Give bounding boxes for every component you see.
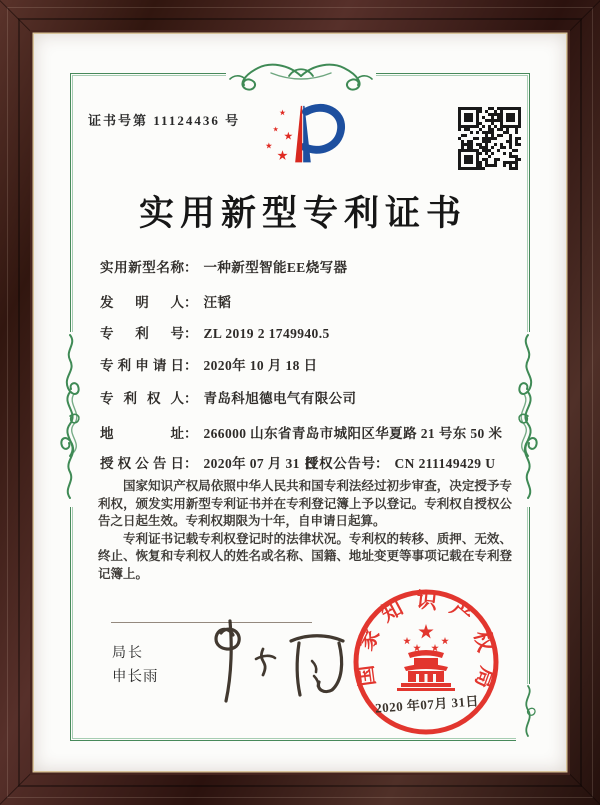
field-colon: ： — [184, 391, 198, 406]
official-seal-icon — [351, 587, 501, 742]
field-value: 266000 山东省青岛市城阳区华夏路 21 号东 50 米 — [203, 426, 503, 441]
legal-paragraph: 国家知识产权局依照中华人民共和国专利法经过初步审查，决定授予专利权，颁发实用新型专利证书并在专利登记簿上予以登记。专利权自授权公告之日起生效。专利权期限为十年，自申请日起算。 — [98, 479, 512, 528]
field-row-inventor — [100, 291, 231, 311]
field-label: 专利申请日 — [100, 358, 184, 373]
field-value: ZL 2019 2 1749940.5 — [203, 326, 330, 341]
field-row-name — [100, 256, 347, 276]
field-value: CN 211149429 U — [394, 456, 496, 471]
frame-miter — [0, 769, 35, 805]
field-colon: ： — [375, 456, 389, 471]
director-name: 申长雨 — [112, 669, 159, 685]
field-row-address — [100, 422, 502, 442]
flourish-top-icon — [226, 52, 376, 103]
field-row-patent-no — [100, 322, 330, 342]
field-label: 实用新型名称 — [100, 260, 184, 275]
field-colon: ： — [184, 358, 198, 373]
field-colon: ： — [184, 326, 198, 341]
frame-miter — [0, 0, 35, 36]
seal-date: 2020 年07月 31日 — [374, 693, 480, 716]
field-label: 授权公告号 — [305, 456, 375, 471]
seal-org-text: 国家知识产权局 — [351, 587, 501, 703]
flourish-right-icon — [513, 332, 543, 507]
field-value: 2020年 10 月 18 日 — [203, 358, 318, 373]
field-colon: ： — [184, 295, 198, 310]
flourish-bottom-right-icon — [516, 684, 540, 745]
field-colon: ： — [184, 260, 198, 275]
field-row-grant-date — [100, 452, 318, 472]
qr-code — [458, 107, 521, 175]
certificate-title: 实用新型专利证书 — [138, 194, 467, 233]
field-label: 地 址 — [100, 426, 184, 441]
field-label: 授权公告日 — [100, 456, 184, 471]
director-title: 局长 — [112, 644, 144, 660]
legal-paragraph: 专利证书记载专利权登记时的法律状况。专利权的转移、质押、无效、终止、恢复和专利权人的姓名或名称、国籍、地址变更等事项记载在专利登记簿上。 — [98, 531, 512, 581]
field-label: 专 利 号 — [100, 326, 184, 341]
field-label: 专 利 权 人 — [100, 391, 184, 406]
frame-miter — [565, 0, 600, 36]
director-signature-icon — [203, 613, 353, 713]
field-row-filing-date — [100, 354, 318, 374]
field-row-grant-no — [305, 452, 495, 472]
field-value: 汪韬 — [203, 295, 232, 310]
field-colon: ： — [184, 456, 198, 471]
field-value: 青岛科旭德电气有限公司 — [203, 391, 357, 406]
field-colon: ： — [184, 426, 198, 441]
field-label: 发 明 人 — [100, 295, 184, 310]
field-row-patentee — [100, 387, 356, 407]
cnipa-logo-icon — [252, 100, 352, 183]
flourish-left-icon — [55, 332, 85, 507]
legal-text-block — [98, 478, 512, 583]
field-value: 2020年 07 月 31 日 — [203, 456, 318, 471]
certificate-number: 证书号第 11124436 号 — [88, 113, 241, 128]
national-emblem-icon — [397, 624, 455, 691]
field-value: 一种新型智能EE烧写器 — [203, 260, 348, 275]
frame-miter — [565, 769, 600, 805]
